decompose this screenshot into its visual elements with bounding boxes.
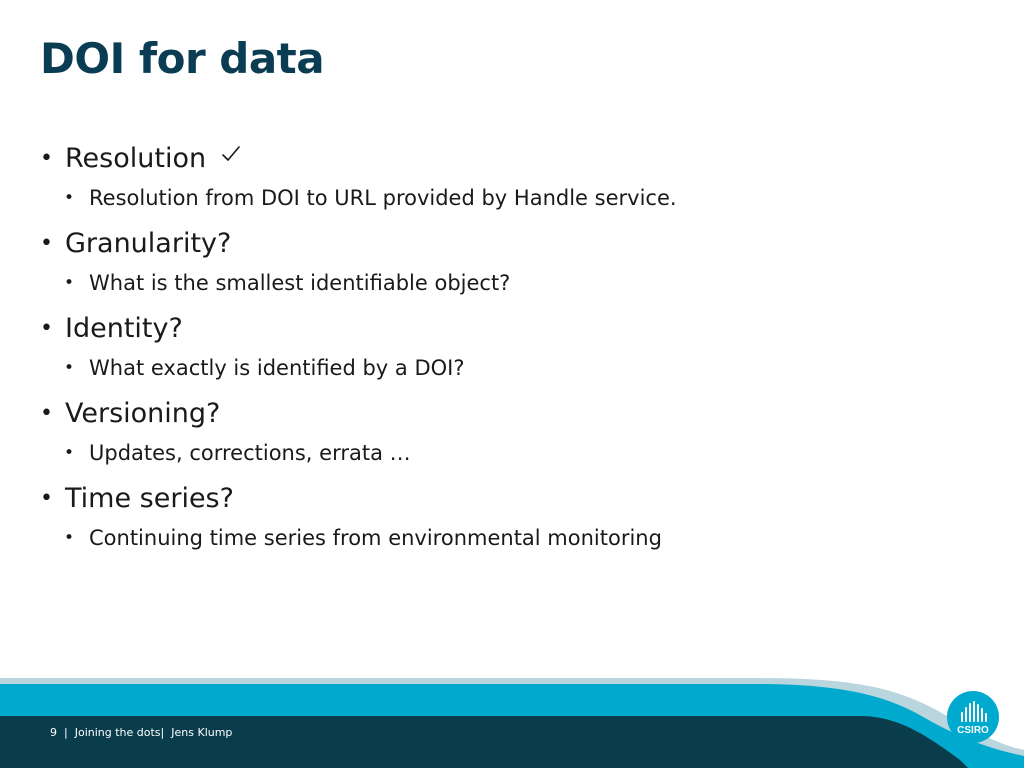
sub-bullet-label: What is the smallest identifiable object? [89, 271, 511, 295]
logo-text: CSIRO [957, 725, 989, 736]
bullet-list [40, 140, 980, 565]
bullet-icon: • [40, 316, 53, 341]
footer-separator: | [64, 726, 68, 739]
sub-bullet-label: What exactly is identified by a DOI? [89, 356, 465, 380]
bullet-label: Identity? [65, 313, 183, 344]
bullet-label: Versioning? [65, 398, 221, 429]
sub-bullet-item [40, 182, 980, 225]
bullet-icon: • [64, 273, 75, 293]
bullet-item-identity [40, 310, 980, 352]
sub-bullet-label: Continuing time series from environmental monitoring [89, 526, 662, 550]
bullet-icon: • [64, 528, 75, 548]
footer-credits [50, 726, 232, 739]
bullet-label: Resolution [65, 143, 207, 174]
sub-bullet-item [40, 352, 980, 395]
bullet-label: Granularity? [65, 228, 232, 259]
sub-bullet-item [40, 437, 980, 480]
author-name: Jens Klump [171, 726, 233, 739]
page-number: 9 [50, 726, 57, 739]
sub-bullet-label: Updates, corrections, errata … [89, 441, 411, 465]
bullet-item-granularity [40, 225, 980, 267]
slide-title: DOI for data [40, 34, 325, 83]
bullet-icon: • [64, 358, 75, 378]
footer-wave [0, 668, 1024, 768]
bullet-icon: • [40, 401, 53, 426]
check-icon [221, 145, 241, 163]
bullet-icon: • [40, 231, 53, 256]
sub-bullet-item [40, 267, 980, 310]
csiro-logo-icon [946, 690, 1000, 744]
sub-bullet-item [40, 522, 980, 565]
bullet-icon: • [40, 486, 53, 511]
bullet-item-versioning [40, 395, 980, 437]
presentation-title: Joining the dots [74, 726, 161, 739]
bullet-icon: • [40, 146, 53, 171]
bullet-icon: • [64, 188, 75, 208]
bullet-icon: • [64, 443, 75, 463]
sub-bullet-label: Resolution from DOI to URL provided by Handle service. [89, 186, 677, 210]
bullet-label: Time series? [65, 483, 234, 514]
bullet-item-resolution [40, 140, 980, 182]
bullet-item-time-series [40, 480, 980, 522]
footer-separator: | [160, 726, 165, 739]
